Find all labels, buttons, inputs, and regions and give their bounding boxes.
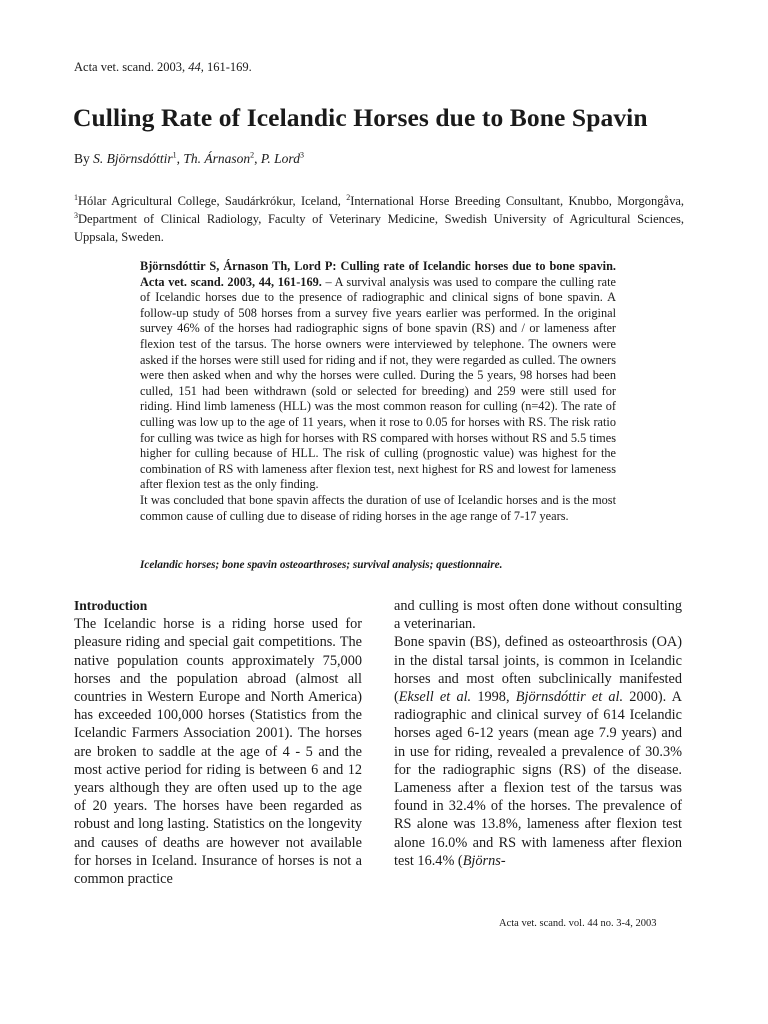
keywords: Icelandic horses; bone spavin osteoarthroses; survival analysis; questionnaire. [140, 559, 503, 571]
author-affiliation-mark: 1 [172, 150, 177, 160]
author-affiliation-mark: 3 [299, 150, 304, 160]
citation-reference: Björns- [462, 852, 506, 869]
right-column [394, 597, 682, 870]
journal-reference [74, 60, 252, 75]
abstract-conclusion: It was concluded that bone spavin affects the duration of use of Icelandic horses and is the most common cause of culling due to disease of riding horses in the age range of 7-17 years. [140, 492, 616, 523]
abstract-paragraph [140, 259, 616, 493]
affiliation-mark: 1 [74, 192, 78, 202]
text-run: 2000). A radiographic and clinical survey of 614 Icelandic horses aged 6-12 years (mean age 7.9 years) and in use for riding, revealed a prevalence of 30.3% for the radiographic signs (RS) of the disease. Lameness after a flexion test of the tarsus was found in 32.4% of the horses. The prevalence of RS alone was 13.8%, lameness after flexion test alone 16.0% and RS with lameness after flexion test 16.4% ( [394, 689, 682, 869]
author-name: S. Björnsdóttir [93, 151, 173, 166]
left-column [74, 597, 362, 888]
affiliations [74, 192, 684, 246]
byline-by: By [74, 151, 94, 166]
abstract-citation: Björnsdóttir S, Árnason Th, Lord P: Culling rate of Icelandic horses due to bone spavin. Acta vet. scand. 2003, 44, 161-169. [140, 259, 616, 289]
page-footer: Acta vet. scand. vol. 44 no. 3-4, 2003 [499, 918, 657, 929]
paper-title: Culling Rate of Icelandic Horses due to Bone Spavin [73, 103, 648, 132]
journal-volume: 44, [188, 60, 204, 74]
text-run: 1998, [471, 689, 516, 706]
text-run: Bone spavin (BS), defined as osteoarthrosis (OA) in the distal tarsal joints, is common in Icelandic horses and most often subclinically manifested ( [394, 634, 682, 706]
author-name: P. Lord [260, 151, 300, 166]
abstract [140, 259, 616, 524]
author-affiliation-mark: 2 [250, 150, 255, 160]
author-separator: , [254, 151, 261, 166]
bone-spavin-paragraph [394, 633, 682, 870]
journal-pages: 161-169. [203, 60, 252, 74]
abstract-body: – A survival analysis was used to compare the culling rate of Icelandic horses due to the presence of radiographic and clinical signs of bone spavin. A follow-up study of 508 horses from a survey five years earlier was performed. In the original survey 46% of the horses had radiographic signs of bone spavin (RS) and / or lameness after flexion test of the tarsus. The horse owners were interviewed by telephone. The owners were asked if the horses were still used for riding and if not, they were regarded as culled. The owners were then asked when and why the horses were culled. During the 5 years, 98 horses had been culled, 151 had been withdrawn (sold or selected for breeding) and 259 were still used for riding. Hind limb lameness (HLL) was the most common reason for culling (n=42). The rate of culling was low up to the age of 11 years, when it rose to 0.05 for horses with RS. The risk ratio for culling was twice as high for horses with RS compared with horses without RS and 5.5 times higher for culling because of HLL. The risk of culling (prognostic value) was highest for the combination of RS with lameness after flexion test, next highest for RS and lowest for lameness after flexion test as the only finding. [140, 274, 616, 492]
author-separator: , [176, 151, 184, 166]
citation-reference: Eksell et al. [398, 689, 472, 706]
byline [74, 151, 304, 167]
affiliation-text: Department of Clinical Radiology, Faculty of Veterinary Medicine, Swedish University of Agricultural Sciences, Uppsala, Sweden. [74, 212, 684, 244]
affiliation-text: International Horse Breeding Consultant, Knubbo, Morgongåva, [350, 194, 684, 208]
affiliation-text: Hólar Agricultural College, Saudárkrókur, Iceland, [78, 194, 347, 208]
intro-paragraph: The Icelandic horse is a riding horse used for pleasure riding and special gait competitions. The native population counts approximately 75,000 horses and the population abroad (almost all countries in Western Europe and North America) has exceeded 100,000 horses (Statistics from the Icelandic Farmers Association 2001). The horses are broken to saddle at the age of 4 - 5 and the most active period for riding is between 6 and 12 years although they are often used up to the age of 20 years. The horses have been regarded as robust and long lasting. Statistics on the longevity and causes of deaths are however not available for horses in Iceland. Insurance of horses is not a common practice [74, 616, 362, 888]
citation-reference: Björnsdóttir et al. [515, 689, 624, 706]
affiliation-mark: 2 [346, 192, 351, 202]
journal-ref-prefix: Acta vet. scand. 2003, [74, 60, 189, 74]
intro-paragraph-continued: and culling is most often done without consulting a veterinarian. [394, 598, 682, 633]
section-heading: Introduction [74, 598, 148, 613]
author-name: Th. Árnason [183, 151, 251, 166]
affiliation-mark: 3 [74, 210, 78, 220]
